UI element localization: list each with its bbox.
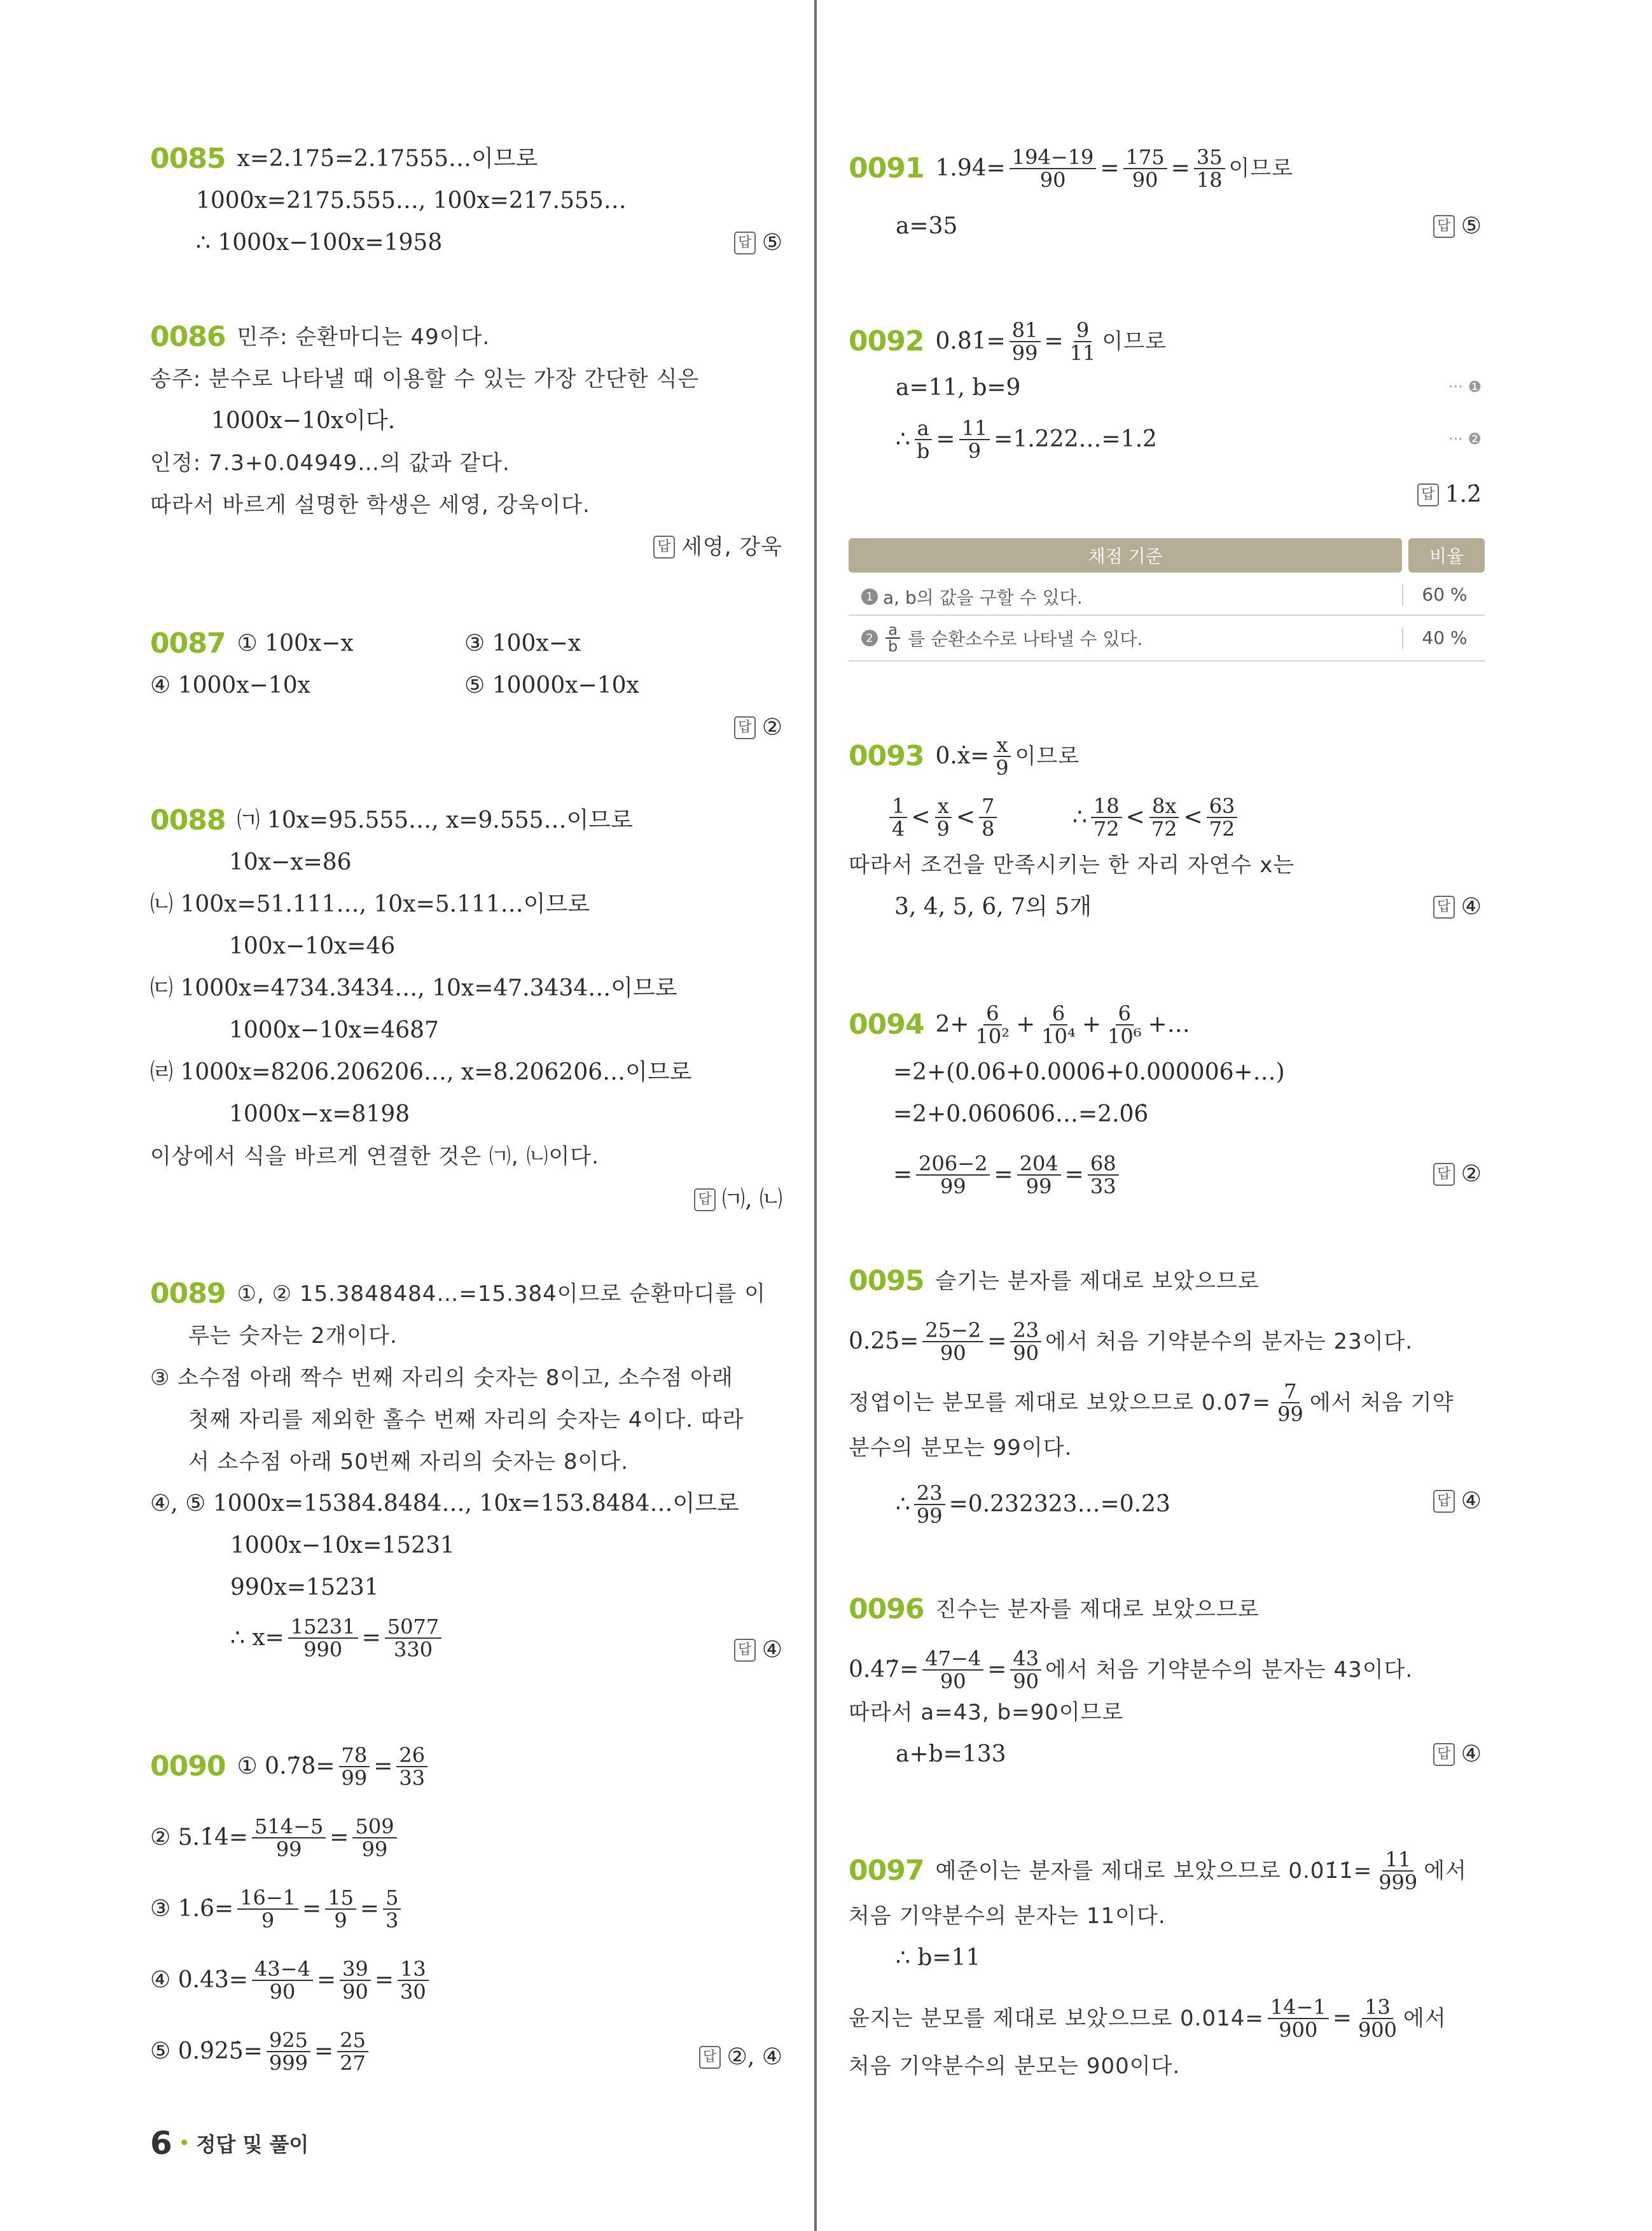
solution-line: ③ 소수점 아래 짝수 번째 자리의 숫자는 8이고, 소수점 아래 [150,1365,733,1391]
solution-line: 1000x=2175.555…, 100x=217.555… [196,188,627,214]
grading-row: 2 $\frac{a}{b}$ 를 순환소수로 나타낼 수 있다. 40 % [849,616,1485,662]
fraction: $\frac{81}{99}$ [1010,319,1041,364]
solution-line: 따라서 a=43, b=90이므로 [849,1700,1124,1725]
solution-line: 1000x−x=8198 [229,1101,410,1127]
fraction: $\frac{13}{900}$ [1357,1995,1398,2042]
choice: ⑤ 10000x−10x [464,672,639,698]
fraction: $\frac{16-1}{9}$ [237,1887,298,1931]
fraction: $\frac{9}{11}$ [1069,318,1096,365]
solution-line: a+b=133 [896,1741,1006,1767]
solution-line: 이상에서 식을 바르게 연결한 것은 ㈀, ㈁이다. [150,1144,599,1169]
answer: 답 ㈀, ㈁ [694,1186,782,1214]
fraction: $\frac{5}{3}$ [383,1887,401,1931]
problem-number: 0089 [150,1277,226,1310]
problem-number: 0087 [150,627,226,660]
page-number: 6 [150,2125,172,2162]
solution-line: 송주: 분수로 나타낼 때 이용할 수 있는 가장 간단한 식은 [150,366,700,392]
fraction: $\frac{39}{90}$ [340,1958,371,2003]
grading-row: 1 a, b의 값을 구할 수 있다. 60 % [849,575,1485,616]
fraction: $\frac{206-2}{99}$ [916,1153,990,1197]
bullet-icon: • [178,2132,190,2155]
step-marker: ··· ❷ [1448,430,1482,448]
fraction: $\frac{175}{90}$ [1123,146,1167,191]
answer-icon: 답 [1433,1743,1455,1766]
solution-line: =2+0.060606…=2.0̇6̇ [893,1101,1149,1127]
fraction: $\frac{a}{b}$ [914,417,932,462]
fraction: $\frac{925}{999}$ [267,2029,310,2074]
answer-icon: 답 [699,2046,721,2069]
problem-number: 0088 [150,804,226,837]
solution-line: 1000x−10x이다. [211,408,396,434]
answer: 답 ④ [734,1636,782,1664]
solution-line: 루는 숫자는 2개이다. [188,1323,398,1349]
answer-icon: 답 [653,536,675,559]
solution-line: 100x−10x=46 [229,933,396,959]
solution-line: 3, 4, 5, 6, 7의 5개 [894,894,1092,920]
fraction: $\frac{6}{\text{10⁴}}$ [1041,1001,1076,1048]
choice: ③ 100x−x [464,630,581,657]
fraction: $\frac{514-5}{99}$ [252,1816,326,1860]
fraction: $\frac{25-2}{90}$ [922,1319,983,1364]
fraction: $\frac{15}{9}$ [325,1887,356,1931]
fraction: $\frac{25}{27}$ [337,2029,368,2074]
step-number: 1 [861,588,878,605]
answer-icon: 답 [1417,483,1439,506]
solution-line: 따라서 바르게 설명한 학생은 세영, 강욱이다. [150,492,590,518]
answer-icon: 답 [694,1188,716,1211]
fraction: $\frac{6}{\text{10⁶}}$ [1107,1001,1142,1048]
fraction: $\frac{5077}{330}$ [385,1616,441,1660]
problem-number: 0097 [849,1854,924,1887]
fraction: $\frac{11}{999}$ [1378,1847,1418,1894]
fraction: $\frac{23}{99}$ [914,1482,945,1527]
fraction: $\frac{7}{8}$ [979,795,997,840]
solution-line: 990x=15231 [230,1574,379,1601]
solution-line: ∴ 1000x−100x=1958 [196,230,443,256]
grading-header-criteria: 채점 기준 [849,538,1402,573]
fraction: $\frac{13}{30}$ [398,1958,429,2003]
answer: 답 ② [734,714,782,742]
answer-icon: 답 [1433,1163,1455,1186]
solution-line: a=11, b=9 [896,375,1021,401]
solution-line: ㈁ 100x=51.111…, 10x=5.111…이므로 [150,891,590,917]
footer-label: 정답 및 풀이 [196,2132,309,2157]
solution-line: 처음 기약분수의 분모는 900이다. [849,2054,1181,2079]
answer: 답 ④ [1433,893,1482,921]
answer-icon: 답 [734,1639,756,1662]
answer-icon: 답 [1433,896,1455,919]
fraction: $\frac{14-1}{900}$ [1268,1996,1329,2041]
solution-line: 처음 기약분수의 분자는 11이다. [849,1903,1166,1929]
answer: 답 ④ [1433,1487,1482,1515]
solution-line: ㈂ 1000x=4734.3434…, 10x=47.3434…이므로 [150,975,677,1001]
fraction: $\frac{x}{9}$ [993,734,1011,779]
answer: 답 ④ [1433,1741,1482,1769]
problem-number: 0086 [150,321,226,353]
solution-line: 따라서 조건을 만족시키는 한 자리 자연수 x는 [849,852,1295,878]
solution-line: 분수의 분모는 99이다. [849,1435,1072,1461]
answer: 답 ②, ④ [699,2043,782,2071]
fraction: $\frac{194-19}{90}$ [1010,146,1097,191]
problem-number: 0094 [849,1008,924,1041]
fraction: $\frac{68}{33}$ [1088,1153,1119,1197]
column-divider [814,0,817,2231]
answer-icon: 답 [734,232,756,254]
solution-line: =2+(0.06+0.0006+0.000006+…) [893,1059,1285,1085]
problem-number: 0091 [849,152,924,184]
fraction: $\frac{18}{72}$ [1091,795,1122,840]
fraction: $\frac{47-4}{90}$ [922,1648,983,1692]
problem-number: 0093 [849,740,924,772]
solution-line: 1000x−10x=4687 [229,1017,439,1043]
problem-number: 0085 [150,142,226,175]
solution-line: x=2.175̇=2.17555…이므로 [237,146,538,172]
problem-number: 0090 [150,1750,226,1783]
answer-icon: 답 [1433,215,1455,238]
solution-line: 1000x−10x=15231 [230,1533,455,1559]
fraction: $\frac{15231}{990}$ [288,1616,358,1660]
solution-line: 슬기는 분자를 제대로 보았으므로 [935,1268,1260,1294]
solution-line: 첫째 자리를 제외한 홀수 번째 자리의 숫자는 4이다. 따라 [188,1407,744,1433]
fraction: $\frac{43}{90}$ [1010,1648,1041,1692]
answer-icon: 답 [1433,1490,1455,1513]
fraction: $\frac{35}{18}$ [1194,146,1225,191]
solution-line: ㈃ 1000x=8206.206206…, x=8.206206…이므로 [150,1059,692,1085]
answer: 답 ⑤ [1433,212,1482,240]
answer: 답 ② [1433,1160,1482,1188]
ratio-value: 60 % [1402,584,1486,606]
answer-icon: 답 [734,716,756,739]
problem-number: 0092 [849,325,924,358]
fraction: $\frac{509}{99}$ [352,1816,396,1860]
solution-line: ①, ② 15.3848484…=15.38̇4̇이므로 순환마디를 이 [237,1281,767,1307]
fraction: $\frac{a}{b}$ [885,622,900,654]
step-marker: ··· ❶ [1448,378,1482,396]
page-footer [150,2125,309,2162]
solution-line: 민주: 순환마디는 49이다. [237,324,490,350]
fraction: $\frac{204}{99}$ [1017,1153,1061,1197]
choice: ① 100x−x [237,630,354,657]
problem-number: 0096 [849,1593,924,1625]
fraction: $\frac{43-4}{90}$ [252,1958,313,2003]
fraction: $\frac{63}{72}$ [1207,795,1238,840]
grading-header-ratio: 비율 [1408,538,1485,573]
solution-line: 인정: 7.3+0.04949…의 값과 같다. [150,450,510,476]
problem-number: 0095 [849,1265,924,1297]
fraction: $\frac{26}{33}$ [396,1744,427,1789]
fraction: $\frac{1}{4}$ [889,795,907,840]
solution-line: 서 소수점 아래 50번째 자리의 숫자는 8이다. [188,1449,629,1475]
solution-line: ㈀ 10x=95.555…, x=9.555…이므로 [237,807,633,833]
answer: 답 ⑤ [734,229,782,257]
fraction: $\frac{23}{90}$ [1010,1319,1041,1364]
step-number: 2 [861,630,878,646]
solution-line: a=35 [896,213,958,239]
solution-line: ∴ b=11 [896,1945,981,1971]
fraction: $\frac{6}{\text{10²}}$ [975,1001,1010,1048]
choice: ④ 1000x−10x [150,672,310,698]
solution-line: ④, ⑤ 1000x=15384.8484…, 10x=153.8484…이므로 [150,1491,739,1517]
fraction: $\frac{7}{99}$ [1277,1379,1303,1426]
answer: 답 세영, 강욱 [653,533,782,561]
ratio-value: 40 % [1402,627,1486,649]
fraction: $\frac{78}{99}$ [339,1744,370,1789]
fraction: $\frac{8x}{72}$ [1149,795,1180,840]
solution-line: 10x−x=86 [229,849,352,875]
fraction: $\frac{x}{9}$ [934,795,952,840]
solution-line: 진수는 분자를 제대로 보았으므로 [935,1597,1260,1622]
answer: 답 1.2̇ [1417,481,1482,509]
fraction: $\frac{11}{9}$ [959,417,990,462]
